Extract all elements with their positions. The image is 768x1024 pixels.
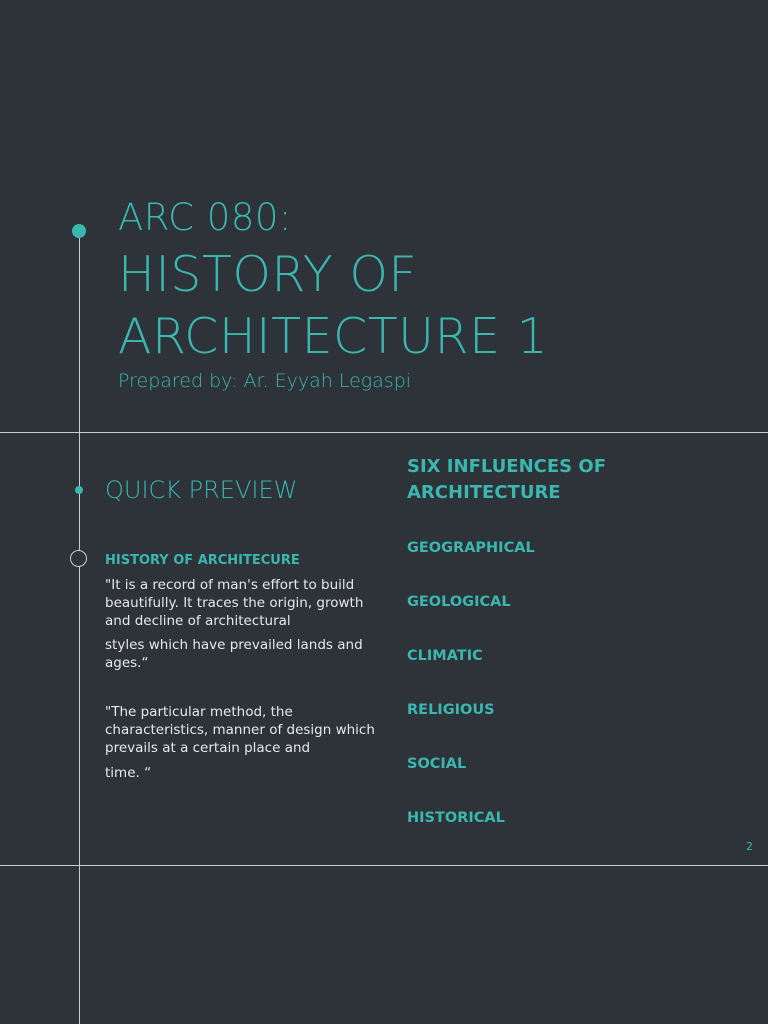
timeline-dot-large (72, 224, 86, 238)
influence-item-geographical: GEOGRAPHICAL (407, 540, 535, 556)
influence-item-climatic: CLIMATIC (407, 648, 483, 664)
course-title: HISTORY OF ARCHITECTURE 1 (118, 246, 549, 365)
influence-item-historical: HISTORICAL (407, 810, 505, 826)
influence-item-geological: GEOLOGICAL (407, 594, 511, 610)
history-subheading: HISTORY OF ARCHITECURE (105, 553, 300, 568)
influence-item-social: SOCIAL (407, 756, 467, 772)
influence-item-religious: RELIGIOUS (407, 702, 495, 718)
influences-heading: SIX INFLUENCES OF ARCHITECTURE (407, 456, 607, 503)
divider-bottom (0, 865, 768, 866)
divider-top (0, 432, 768, 433)
definition-paragraph-3: "The particular method, the characteristics, manner of design which prevails at a certain place and (105, 704, 375, 756)
page-number: 2 (746, 840, 753, 853)
timeline-dot-small (75, 486, 83, 494)
definition-paragraph-1: "It is a record of man's effort to build beautifully. It traces the origin, growth and decline of architectural (105, 577, 364, 629)
timeline-vertical-line (79, 230, 80, 1024)
quick-preview-heading: QUICK PREVIEW (105, 476, 298, 504)
prepared-by: Prepared by: Ar. Eyyah Legaspi (118, 370, 412, 392)
definition-paragraph-2: styles which have prevailed lands and ages.“ (105, 637, 363, 671)
timeline-ring (70, 550, 87, 567)
definition-paragraph-4: time. “ (105, 765, 152, 781)
course-code: ARC 080: (118, 196, 292, 239)
